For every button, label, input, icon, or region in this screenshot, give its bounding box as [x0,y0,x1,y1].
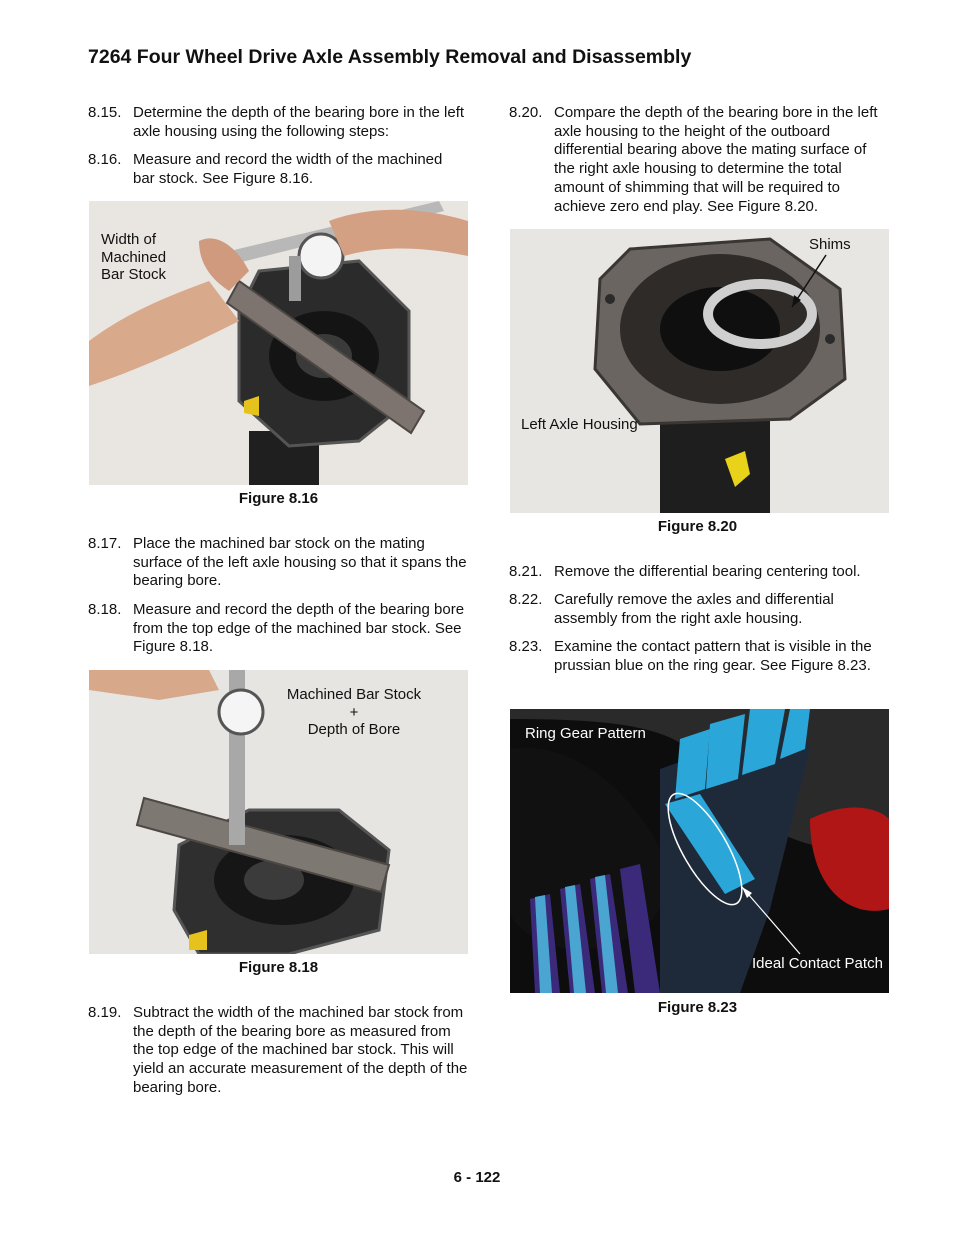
label-line: Bar Stock [101,266,167,283]
step-8-19 [88,1004,468,1098]
step-8-18 [88,601,468,657]
step-text: Measure and record the width of the machined bar stock. See Figure 8.16. [133,151,443,187]
figure-8-18-photo [89,670,468,954]
figure-8-16-caption: Figure 8.16 [238,490,319,507]
step-8-15 [88,104,468,141]
step-text: Determine the depth of the bearing bore in the left axle housing using the following steps: [133,104,465,140]
axle-housing-shims-photo [510,229,889,513]
step-number: 8.22. [509,591,543,608]
step-number: 8.16. [88,151,122,168]
figure-8-16-photo [89,201,468,485]
page-number: 6 - 122 [453,1169,501,1186]
figure-8-20-caption: Figure 8.20 [657,518,738,535]
step-text: Compare the depth of the bearing bore in the left axle housing to the height of the outboard differential bearing above the mating surface of the right axle housing to determine the total amount of shimming that will be required to achieve zero end play. See Figure 8.20. [554,104,878,215]
label-line: + [349,703,359,721]
label-line: Width of [101,231,157,248]
step-8-21 [509,563,889,582]
figure-8-23-caption: Figure 8.23 [657,999,738,1016]
figure-8-20-photo [510,229,889,513]
ring-gear-pattern-label: Ring Gear Pattern [525,725,646,742]
step-text: Subtract the width of the machined bar stock from the depth of the bearing bore as measured from the top edge of the machined bar stock. This will yield an accurate measurement of the depth of the bearing bore. [133,1004,468,1096]
step-text: Carefully remove the axles and differential assembly from the right axle housing. [554,591,834,627]
step-number: 8.23. [509,638,543,655]
shims-label: Shims [809,236,851,253]
left-axle-housing-label: Left Axle Housing [521,416,638,433]
step-number: 8.20. [509,104,543,121]
step-number: 8.15. [88,104,122,121]
step-number: 8.19. [88,1004,122,1021]
step-number: 8.21. [509,563,543,580]
ring-gear-pattern-photo [510,709,889,993]
label-line: Machined Bar Stock [286,686,422,703]
step-number: 8.18. [88,601,122,618]
step-text: Measure and record the depth of the bearing bore from the top edge of the machined bar stock. See Figure 8.18. [133,601,465,656]
figure-8-23-photo [510,709,889,993]
step-text: Remove the differential bearing centering tool. [554,563,861,580]
ideal-contact-patch-label: Ideal Contact Patch [752,955,883,972]
figure-label [101,231,166,284]
page-title: 7264 Four Wheel Drive Axle Assembly Removal and Disassembly [88,46,692,68]
label-line: Depth of Bore [307,721,401,738]
step-8-20 [509,104,889,216]
step-8-17 [88,535,468,591]
step-text: Examine the contact pattern that is visible in the prussian blue on the ring gear. See Figure 8.23. [554,638,872,674]
step-8-23 [509,638,889,675]
figure-label [279,686,429,739]
step-8-22 [509,591,889,628]
figure-8-18-caption: Figure 8.18 [238,959,319,976]
step-text: Place the machined bar stock on the mating surface of the left axle housing so that it spans the bearing bore. [133,535,467,590]
step-number: 8.17. [88,535,122,552]
step-8-16 [88,151,468,188]
label-line: Machined [101,248,167,266]
